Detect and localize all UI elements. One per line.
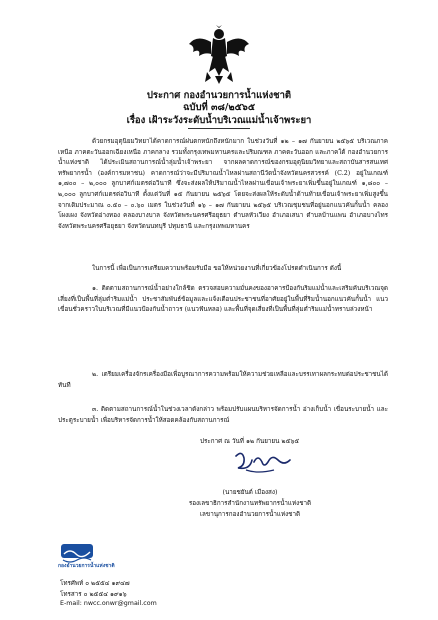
contact-phone: โทรศัพท์ ๐ ๒๕๕๔ ๑๙๔๗ xyxy=(60,580,130,587)
announcement-date: ประกาศ ณ วันที่ ๑๒ กันยายน ๒๕๖๕ xyxy=(200,438,300,445)
body-paragraph-2: ในการนี้ เพื่อเป็นการเตรียมความพร้อมรับมือ ขอให้หน่วยงานที่เกี่ยวข้องโปรดดำเนินการ ดังนี้ xyxy=(92,265,342,272)
announcement-number: ฉบับที่ ๓๘/๒๕๖๕ xyxy=(182,102,256,113)
signatory-name: (นายชยันต์ เมืองสง) xyxy=(222,489,278,496)
action-item-3: ๓. ติดตามสถานการณ์น้ำในช่วงเวลาดังกล่าว พร้อมปรับแผนบริหารจัดการน้ำ อ่างเก็บน้ำ เขื่อนระบายน้ำ และประตูระบายน้ำ เพื่อบริหารจัดการน้ำให้สอดคล้องกับสถานการณ์ xyxy=(58,406,388,424)
announcement-title: ประกาศ กองอำนวยการน้ำแห่งชาติ xyxy=(146,90,292,101)
logo-text: กองอำนวยการน้ำแห่งชาติ xyxy=(58,563,115,569)
signatory-position-1: รองเลขาธิการสำนักงานทรัพยากรน้ำแห่งชาติ xyxy=(188,500,312,507)
contact-fax: โทรสาร ๐ ๒๕๕๔ ๑๙๑๖ xyxy=(60,591,127,598)
action-item-1: ๑. ติดตามสถานการณ์น้ำอย่างใกล้ชิด ตรวจสอบความมั่นคงของอาคารป้องกันริมแม่น้ำและเสริมคันบริเวณจุดเสี่ยงที่เป็นพื้นที่ลุ่มต่ำริมแม่น้ำ ประชาสัมพันธ์ข้อมูลและแจ้งเตือนประชาชนที่อาศัยอยู่ในพื้นที่ริมน้ำนอกแนวคันกั้นน้ำ แนวเขื่อนชั่วคราวในบริเวณที่มีแนวป้องกันน้ำถาวร (แนวฟันหลอ) และพื้นที่จุดเสี่ยงที่เป็นพื้นที่ลุ่มต่ำริมแม่น้ำทราบล่วงหน้า xyxy=(58,285,388,314)
garuda-emblem-icon xyxy=(185,24,253,86)
signature-icon xyxy=(228,448,298,480)
action-item-2: ๒. เตรียมเครื่องจักรเครื่องมือเพื่อบูรณาการความพร้อมให้ความช่วยเหลือและบรรเทาผลกระทบต่อประชาชนได้ทันที xyxy=(58,371,388,389)
title-divider xyxy=(188,128,250,129)
signatory-position-2: เลขานุการกองอำนวยการน้ำแห่งชาติ xyxy=(199,511,301,518)
body-paragraph-1: ด้วยกรมอุตุนิยมวิทยาได้คาดการณ์ฝนตกหนักถึงหนักมาก ในช่วงวันที่ ๑๒ – ๑๗ กันยายน ๒๕๖๕ บริเวณภาคเหนือ ภาคตะวันออกเฉียงเหนือ ภาคกลาง รวมทั้งกรุงเทพมหานครและปริมณฑล ภาคตะวันออก และภาคใต้ กองอำนวยการน้ำแห่งชาติ ได้ประเมินสถานการณ์น้ำลุ่มน้ำเจ้าพระยา จากผลคาดการณ์ของกรมอุตุนิยมวิทยาและสถาบันสารสนเทศทรัพยากรน้ำ (องค์การมหาชน) คาดการณ์ว่าจะมีปริมาณน้ำไหลผ่านสถานีวัดน้ำจังหวัดนครสวรรค์ (C.2) อยู่ในเกณฑ์ ๑,๗๐๐ – ๒,๐๐๐ ลูกบาศก์เมตรต่อวินาที ซึ่งจะส่งผลให้ปริมาณน้ำไหลผ่านเขื่อนเจ้าพระยาเพิ่มขึ้นอยู่ในเกณฑ์ ๑,๘๐๐ – ๒,๐๐๐ ลูกบาศก์เมตรต่อวินาที ตั้งแต่วันที่ ๑๕ กันยายน ๒๕๖๕ โดยจะส่งผลให้ระดับน้ำด้านท้ายเขื่อนเจ้าพระยาเพิ่มสูงขึ้นจากเดิมประมาณ ๐.๕๐ – ๐.๖๐ เมตร ในช่วงวันที่ ๑๖ – ๑๗ กันยายน ๒๕๖๕ บริเวณชุมชนที่อยู่นอกแนวคันกั้นน้ำ คลองโผงเผง จังหวัดอ่างทอง คลองบางบาล จังหวัดพระนครศรีอยุธยา ตำบลหัวเวียง อำเภอเสนา ตำบลบ้านแพน อำเภอบางไทร จังหวัดพระนครศรีอยุธยา จังหวัดนนทบุรี ปทุมธานี และกรุงเทพมหานคร xyxy=(58,138,388,230)
announcement-subject: เรื่อง เฝ้าระวังระดับน้ำบริเวณแม่น้ำเจ้าพระยา xyxy=(126,115,312,126)
contact-email: E-mail: nwcc.onwr@gmail.com xyxy=(60,600,157,607)
